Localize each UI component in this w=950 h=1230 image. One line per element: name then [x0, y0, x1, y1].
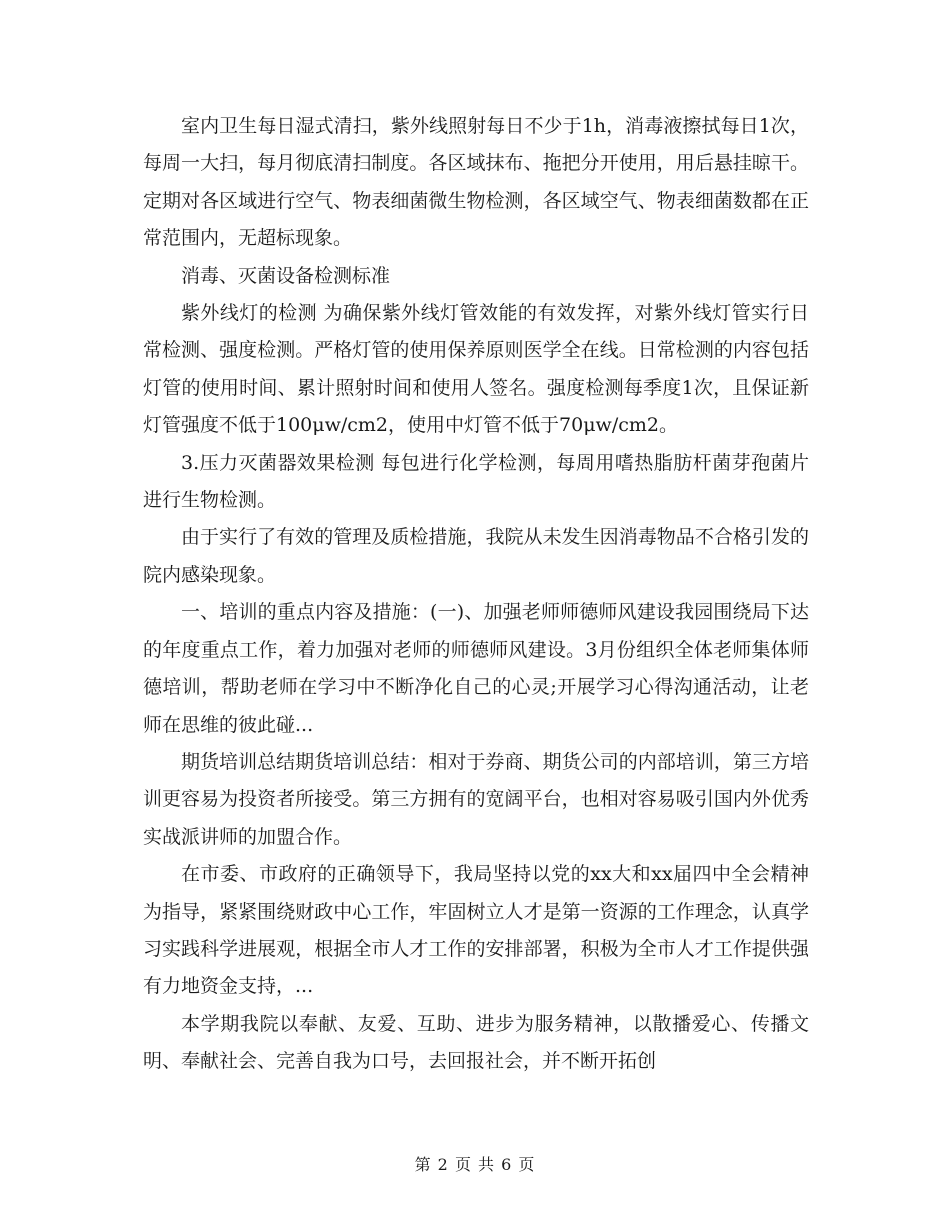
document-body [143, 108, 809, 1081]
page-number-footer: 第 2 页 共 6 页 [414, 1155, 536, 1174]
paragraph-heading-standards: 消毒、灭菌设备检测标准 [181, 264, 391, 287]
paragraph-talent-work: 在市委、市政府的正确领导下，我局坚持以党的xx大和xx届四中全会精神为指导，紧紧围绕财政中心工作，牢固树立人才是第一资源的工作理念，认真学习实践科学进展观，根据全市人才工作的安排部署，积极为全市人才工作提供强有力地资金支持，... [143, 863, 809, 998]
paragraph-volunteer: 本学期我院以奉献、友爱、互助、进步为服务精神，以散播爱心、传播文明、奉献社会、完善自我为口号，去回报社会，并不断开拓创 [143, 1012, 809, 1073]
paragraph-sterilizer: 3.压力灭菌器效果检测 每包进行化学检测，每周用嗜热脂肪杆菌芽孢菌片进行生物检测。 [143, 451, 809, 512]
paragraph-hygiene: 室内卫生每日湿式清扫，紫外线照射每日不少于1h，消毒液擦拭每日1次，每周一大扫，每月彻底清扫制度。各区域抹布、拖把分开使用，用后悬挂晾干。定期对各区域进行空气、物表细菌微生物检测，各区域空气、物表细菌数都在正常范围内，无超标现象。 [143, 115, 809, 250]
paragraph-uv-lamp: 紫外线灯的检测 为确保紫外线灯管效能的有效发挥，对紫外线灯管实行日常检测、强度检测。严格灯管的使用保养原则医学全在线。日常检测的内容包括灯管的使用时间、累计照射时间和使用人签名。强度检测每季度1次，且保证新灯管强度不低于100μw/cm2，使用中灯管不低于70μw/cm2。 [143, 302, 809, 437]
paragraph-quality-result: 由于实行了有效的管理及质检措施，我院从未发生因消毒物品不合格引发的院内感染现象。 [143, 526, 809, 586]
paragraph-futures-training: 期货培训总结期货培训总结：相对于券商、期货公司的内部培训，第三方培训更容易为投资者所接受。第三方拥有的宽阔平台，也相对容易吸引国内外优秀实战派讲师的加盟合作。 [143, 750, 809, 848]
paragraph-training: 一、培训的重点内容及措施：(一)、加强老师师德师风建设我园围绕局下达的年度重点工作，着力加强对老师的师德师风建设。3月份组织全体老师集体师德培训，帮助老师在学习中不断净化自己的心灵;开展学习心得沟通活动，让老师在思维的彼此碰... [143, 601, 809, 736]
